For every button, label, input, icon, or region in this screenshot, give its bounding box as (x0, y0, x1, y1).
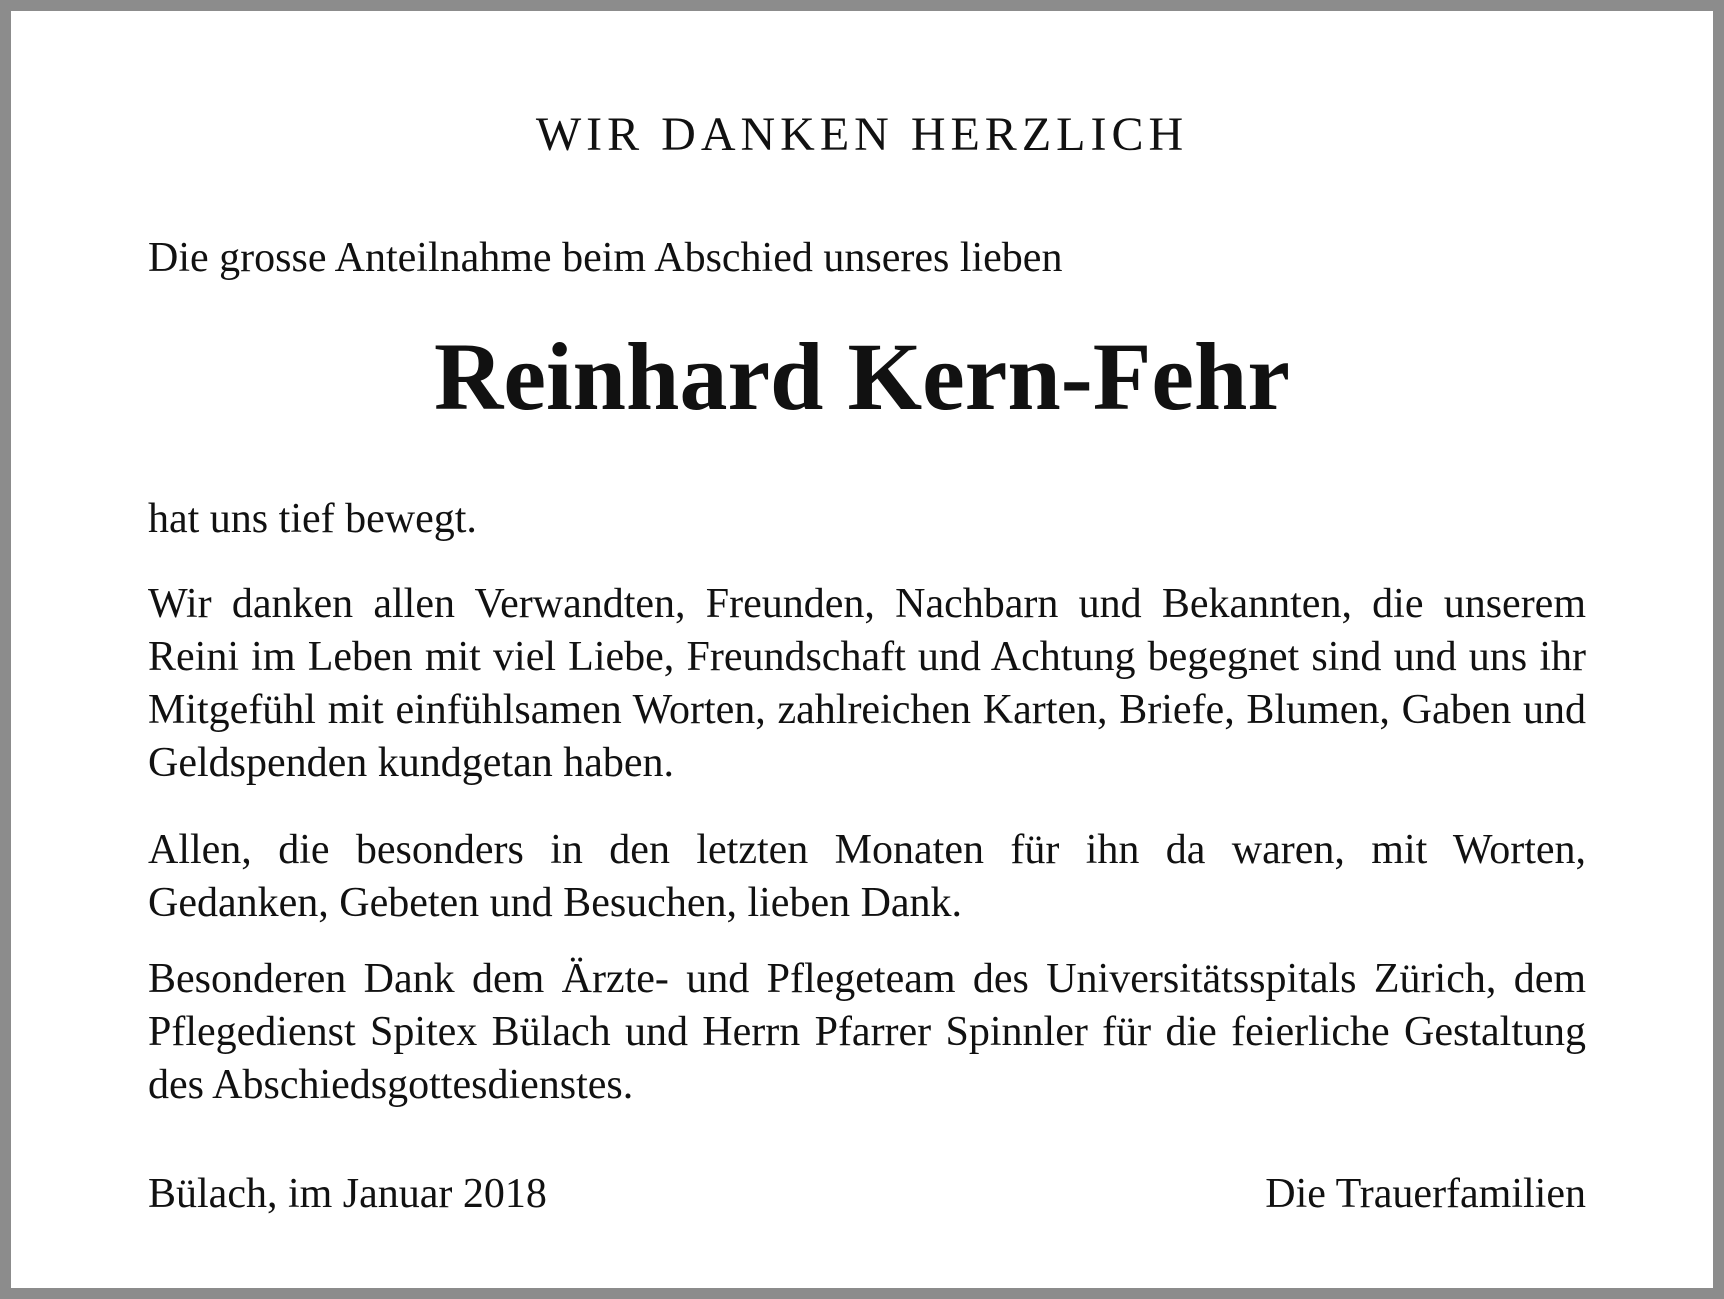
notice-heading: WIR DANKEN HERZLICH (535, 108, 1189, 161)
intro-text: Die grosse Anteilnahme beim Abschied unseres lieben (148, 235, 1063, 281)
signature: Die Trauerfamilien (1265, 1171, 1586, 1217)
thanks-paragraph-recent-months: Allen, die besonders in den letzten Monaten für ihn da waren, mit Worten, Gedanken, Gebeten und Besuchen, lieben Dank. (148, 827, 1586, 926)
moved-text: hat uns tief bewegt. (148, 496, 477, 542)
thanks-paragraph-special: Besonderen Dank dem Ärzte- und Pflegeteam des Universitätsspitals Zürich, dem Pflegedienst Spitex Bülach und Herrn Pfarrer Spinnler für die feierliche Gestaltung des Abschiedsgottesdienstes. (148, 956, 1586, 1108)
notice-footer (148, 1169, 1586, 1219)
thanks-paragraph-relatives: Wir danken allen Verwandten, Freunden, Nachbarn und Bekannten, die unserem Reini im Leben mit viel Liebe, Freundschaft und Achtung begegnet sind und uns ihr Mitgefühl mit einfühlsamen Worten, zahlreichen Karten, Briefe, Blumen, Gaben und Geldspenden kundgetan haben. (148, 581, 1586, 786)
obituary-notice (11, 11, 1713, 1288)
place-date: Bülach, im Januar 2018 (148, 1171, 547, 1217)
deceased-name: Reinhard Kern-Fehr (434, 323, 1290, 430)
